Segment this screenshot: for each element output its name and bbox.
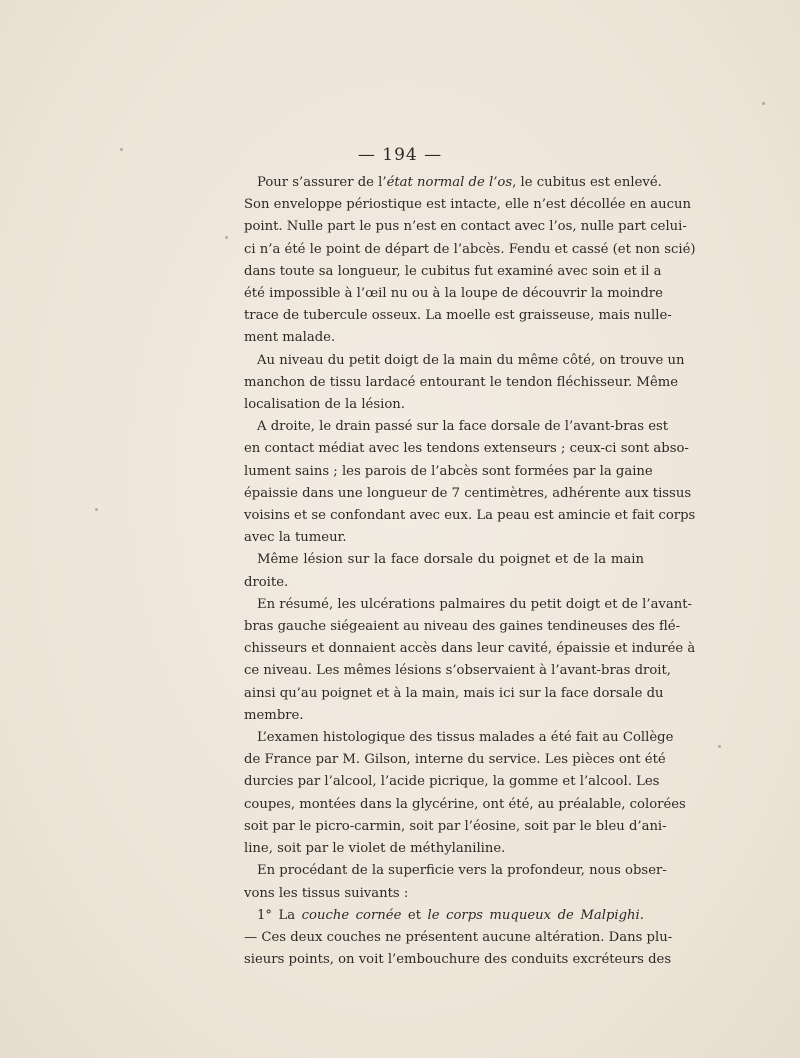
text-line	[244, 372, 679, 394]
text-run: manchon de tissu lardacé entourant le tendon fléchisseur. Même	[244, 374, 679, 390]
text-line	[244, 416, 669, 438]
text-run: Pour s’assurer de l’	[257, 175, 387, 190]
text-run: ci n’a été le point de départ de l’abcès. Fendu et cassé (et non scié)	[244, 241, 696, 257]
text-line	[244, 194, 691, 216]
text-run: ment malade.	[244, 330, 336, 346]
text-run: localisation de la lésion.	[244, 397, 405, 413]
text-line	[244, 638, 696, 660]
text-line	[244, 860, 667, 882]
text-line	[244, 594, 692, 616]
paper-speck	[95, 508, 98, 511]
body-text	[244, 172, 696, 971]
text-line	[244, 327, 644, 349]
text-line	[244, 816, 667, 838]
text-line	[244, 705, 644, 727]
text-run: de France par M. Gilson, interne du service. Les pièces ont été	[244, 752, 666, 768]
text-run: soit par le picro-carmin, soit par l’éosine, soit par le bleu d’ani-	[244, 818, 667, 834]
text-run: droite.	[244, 574, 289, 590]
text-run: 1° La	[257, 907, 302, 923]
text-run: L’examen histologique des tissus malades a été fait au Collège	[257, 730, 674, 746]
text-line	[244, 461, 653, 483]
text-line	[244, 483, 692, 505]
text-line	[244, 727, 674, 749]
paper-speck	[762, 102, 765, 105]
paragraph	[244, 416, 696, 549]
text-line	[244, 771, 660, 793]
text-line	[244, 683, 664, 705]
text-line	[244, 283, 663, 305]
text-run: ce niveau. Les mêmes lésions s’observaient à l’avant-bras droit,	[244, 663, 671, 679]
text-run: ainsi qu’au poignet et à la main, mais ici sur la face dorsale du	[244, 685, 664, 701]
italic-text: couche cornée	[301, 907, 402, 923]
text-line	[244, 261, 662, 283]
text-line	[244, 394, 644, 416]
text-run: avec la tumeur.	[244, 530, 347, 546]
text-line	[244, 527, 644, 549]
text-line	[244, 572, 644, 594]
text-line	[244, 660, 671, 682]
text-run: vons les tissus suivants :	[244, 885, 409, 901]
text-line	[244, 616, 681, 638]
paragraph	[244, 860, 667, 904]
text-line	[244, 749, 666, 771]
text-run: point. Nulle part le pus n’est en contact avec l’os, nulle part celui-	[244, 219, 687, 235]
text-run: sieurs points, on voit l’embouchure des conduits excréteurs des	[244, 952, 672, 968]
text-run: trace de tubercule osseux. La moelle est graisseuse, mais nulle-	[244, 308, 672, 324]
text-line	[244, 438, 689, 460]
text-line	[244, 216, 687, 238]
text-line	[244, 305, 672, 327]
text-run: coupes, montées dans la glycérine, ont été, au préalable, colorées	[244, 796, 686, 812]
text-line	[244, 239, 696, 261]
text-run: , le cubitus est enlevé.	[512, 175, 662, 190]
text-run: En procédant de la superficie vers la profondeur, nous obser-	[257, 863, 667, 879]
text-line	[244, 949, 672, 971]
paper-speck	[718, 745, 721, 748]
text-line	[244, 172, 662, 194]
text-run: en contact médiat avec les tendons extenseurs ; ceux-ci sont abso-	[244, 441, 689, 457]
text-run: dans toute sa longueur, le cubitus fut examiné avec soin et il a	[244, 263, 662, 279]
text-run: épaissie dans une longueur de 7 centimètres, adhérente aux tissus	[244, 485, 692, 501]
text-line	[244, 905, 644, 927]
text-run: En résumé, les ulcérations palmaires du petit doigt et de l’avant-	[257, 596, 692, 612]
text-run: lument sains ; les parois de l’abcès sont formées par la gaine	[244, 463, 653, 479]
text-run: voisins et se confondant avec eux. La peau est amincie et fait corps	[244, 508, 696, 524]
text-line	[244, 505, 696, 527]
paragraph	[244, 727, 686, 860]
page-number: — 194 —	[357, 145, 443, 165]
text-run: été impossible à l’œil nu ou à la loupe de découvrir la moindre	[244, 286, 663, 302]
text-line	[244, 838, 644, 860]
text-line	[244, 927, 673, 949]
text-line	[244, 883, 644, 905]
italic-text: le corps muqueux de Malpighi.	[427, 907, 644, 923]
text-run: et	[401, 907, 428, 923]
text-run: chisseurs et donnaient accès dans leur cavité, épaissie et indurée à	[244, 641, 696, 657]
text-run: — Ces deux couches ne présentent aucune altération. Dans plu-	[244, 929, 673, 945]
text-run: Son enveloppe périostique est intacte, elle n’est décollée en aucun	[244, 197, 691, 213]
text-run: durcies par l’alcool, l’acide picrique, la gomme et l’alcool. Les	[244, 774, 660, 790]
text-run: Même lésion sur la face dorsale du poignet et de la main	[257, 552, 644, 568]
text-run: bras gauche siégeaient au niveau des gaines tendineuses des flé-	[244, 619, 681, 635]
text-line	[244, 794, 686, 816]
text-run: line, soit par le violet de méthylaniline.	[244, 841, 506, 857]
italic-text: état normal de l’os	[386, 175, 513, 190]
paragraph	[244, 905, 673, 972]
paragraph	[244, 549, 644, 593]
text-run: membre.	[244, 707, 304, 723]
text-run: A droite, le drain passé sur la face dorsale de l’avant-bras est	[257, 419, 669, 435]
paper-speck	[225, 236, 228, 239]
text-line	[244, 350, 685, 372]
paragraph	[244, 172, 696, 350]
paragraph	[244, 350, 685, 417]
paragraph	[244, 594, 696, 727]
text-line	[244, 549, 644, 571]
text-run: Au niveau du petit doigt de la main du même côté, on trouve un	[257, 352, 685, 368]
